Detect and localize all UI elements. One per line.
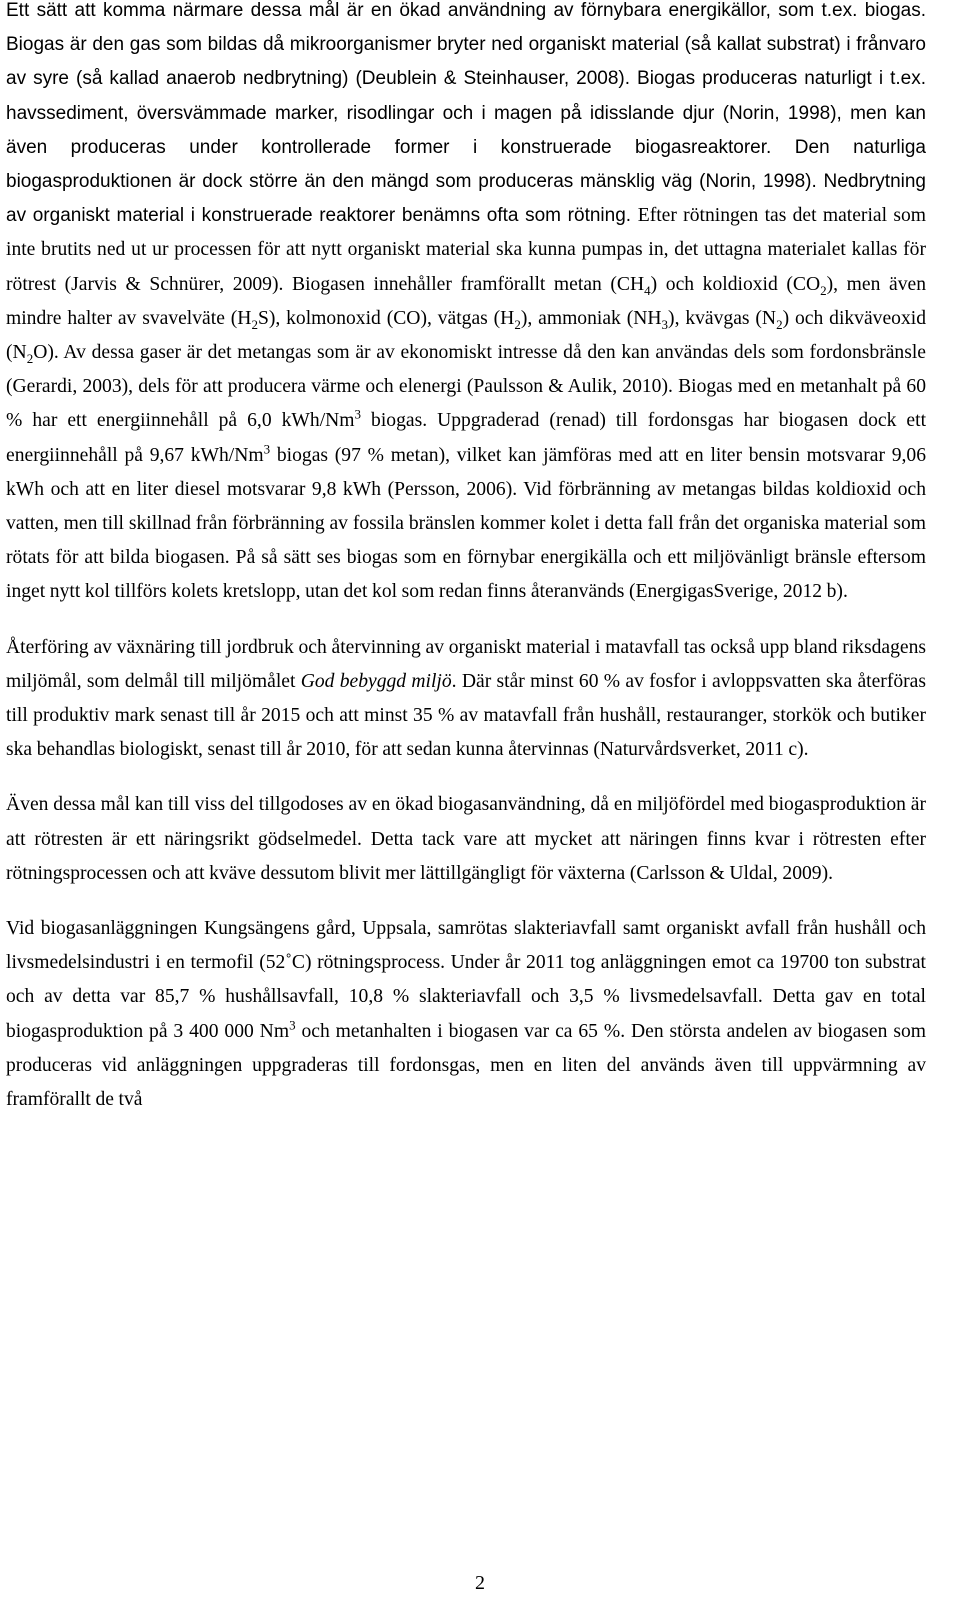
text-run: ) och koldioxid (CO — [650, 273, 821, 295]
text-run: Återföring av växnäring till jordbruk och återvinning av organiskt material i matavfall tas också upp bland riksdagens miljömål, som delmål till miljömålet — [6, 636, 926, 692]
subscript: 2 — [26, 350, 34, 366]
text-run: Även dessa mål kan till viss del tillgodoses av en ökad biogasanvändning, då en miljöfördel med biogasproduktion är att rötresten är ett näringsrikt gödselmedel. Detta tack vare att mycket att näringen finns kvar i rötresten efter rötningsprocessen och att kväve dessutom blivit mer lättillgängligt för växterna (Carlsson & Uldal, 2009). — [6, 794, 926, 884]
italic-term: God bebyggd miljö — [300, 670, 452, 692]
text-run: ), ammoniak (NH — [520, 307, 662, 329]
subscript: 2 — [820, 282, 827, 298]
paragraph-biogas-intro — [6, 0, 926, 610]
superscript: 3 — [289, 1017, 296, 1033]
paragraph-miljomal — [6, 631, 926, 768]
superscript: 3 — [263, 441, 271, 457]
text-run: O). Av dessa gaser är det metangas som är av ekonomiskt intresse då den kan användas dels som fordonsbränsle (Gerardi, 2003), dels för att producera värme och elenergi (Paulsson & Aulik, 2010). Biogas med en metanhalt på 60 % har ett energiinnehåll på 6,0 kWh/Nm — [6, 342, 926, 432]
text-run: Vid biogasanläggningen Kungsängens gård, Uppsala, samrötas slakteriavfall samt organiskt avfall från hushåll och livsmedelsindustri i en termofil (52˚C) rötningsprocess. Under år 2011 tog anläggningen emot ca 19700 ton substrat och av detta var 85,7 % hushållsavfall, 10,8 % slakteriavfall och 3,5 % livsmedelsavfall. Detta gav en total biogasproduktion på 3 400 000 Nm — [6, 918, 926, 1042]
subscript: 2 — [776, 316, 783, 332]
subscript: 2 — [514, 316, 521, 332]
subscript: 2 — [251, 316, 258, 332]
page-number: 2 — [475, 1572, 485, 1594]
text-run: biogas (97 % metan), vilket kan jämföras med att en liter bensin motsvarar 9,06 kWh och att en liter diesel motsvarar 9,8 kWh (Persson, 2006). Vid förbränning av metangas bildas koldioxid och vatten, men till skillnad från förbränning av fossila bränslen kommer kolet i detta fall från det organiska material som rötats för att bilda biogasen. På så sätt ses biogas som en förnybar energikälla och ett miljövänligt bränsle eftersom inget nytt kol tillförs kolets kretslopp, utan det kol som redan finns återanvänds (EnergigasSverige, 2012 b). — [6, 444, 926, 603]
text-run: . Där står minst 60 % av fosfor i avloppsvatten ska återföras till produktiv mark senast till år 2015 och att minst 35 % av matavfall från hushåll, restauranger, storkök och butiker ska behandlas biologiskt, senast till år 2010, för att sedan kunna återvinnas (Naturvårdsverket, 2011 c). — [6, 670, 926, 761]
text-run: biogas. Uppgraderad (renad) till fordonsgas har biogasen dock ett energiinnehåll på 9,67 kWh/Nm — [6, 410, 927, 466]
text-run: Ett sätt att komma närmare dessa mål är en ökad användning av förnybara energikällor, som t.ex. biogas. Biogas är den gas som bildas då mikroorganismer bryter ned organiskt material (så kallat substrat) i frånvaro av syre (så kallad anaerob nedbrytning) (Deublein & Steinhauser, 2008). Biogas produceras naturligt i t.ex. havssediment, översvämmade marker, risodlingar och i magen på idisslande djur (Norin, 1998), men kan även produceras under kontrollerade former i konstruerade biogasreaktorer. Den naturliga biogasproduktionen är dock större än den mängd som produceras mänsklig väg (Norin, 1998). Nedbrytning av organiskt material i konstruerade reaktorer benämns ofta som rötning. — [6, 0, 926, 227]
text-run: Efter rötningen tas det material som inte brutits ned ut ur processen för att nytt organiskt material ska kunna pumpas in, det uttagna materialet kallas för rötrest (Jarvis & Schnürer, 2009). Biogasen innehåller framförallt metan (CH — [6, 205, 926, 295]
subscript: 3 — [661, 316, 669, 332]
paragraph-kungsangens-gard — [6, 912, 926, 1117]
document-page — [6, 0, 926, 1138]
subscript: 4 — [644, 282, 651, 298]
text-run: och metanhalten i biogasen var ca 65 %. Den största andelen av biogasen som produceras vid anläggningen uppgraderas till fordonsgas, men en liten del används även till uppvärmning av framförallt de två — [6, 1020, 926, 1111]
text-run: ) och dikväveoxid (N — [6, 307, 927, 364]
text-run: ), men även mindre halter av svavelväte (H — [6, 273, 926, 329]
text-run: S), kolmonoxid (CO), vätgas (H — [257, 307, 515, 329]
superscript: 3 — [354, 406, 362, 422]
text-run: ), kvävgas (N — [668, 307, 777, 329]
paragraph-rotrest — [6, 788, 926, 891]
